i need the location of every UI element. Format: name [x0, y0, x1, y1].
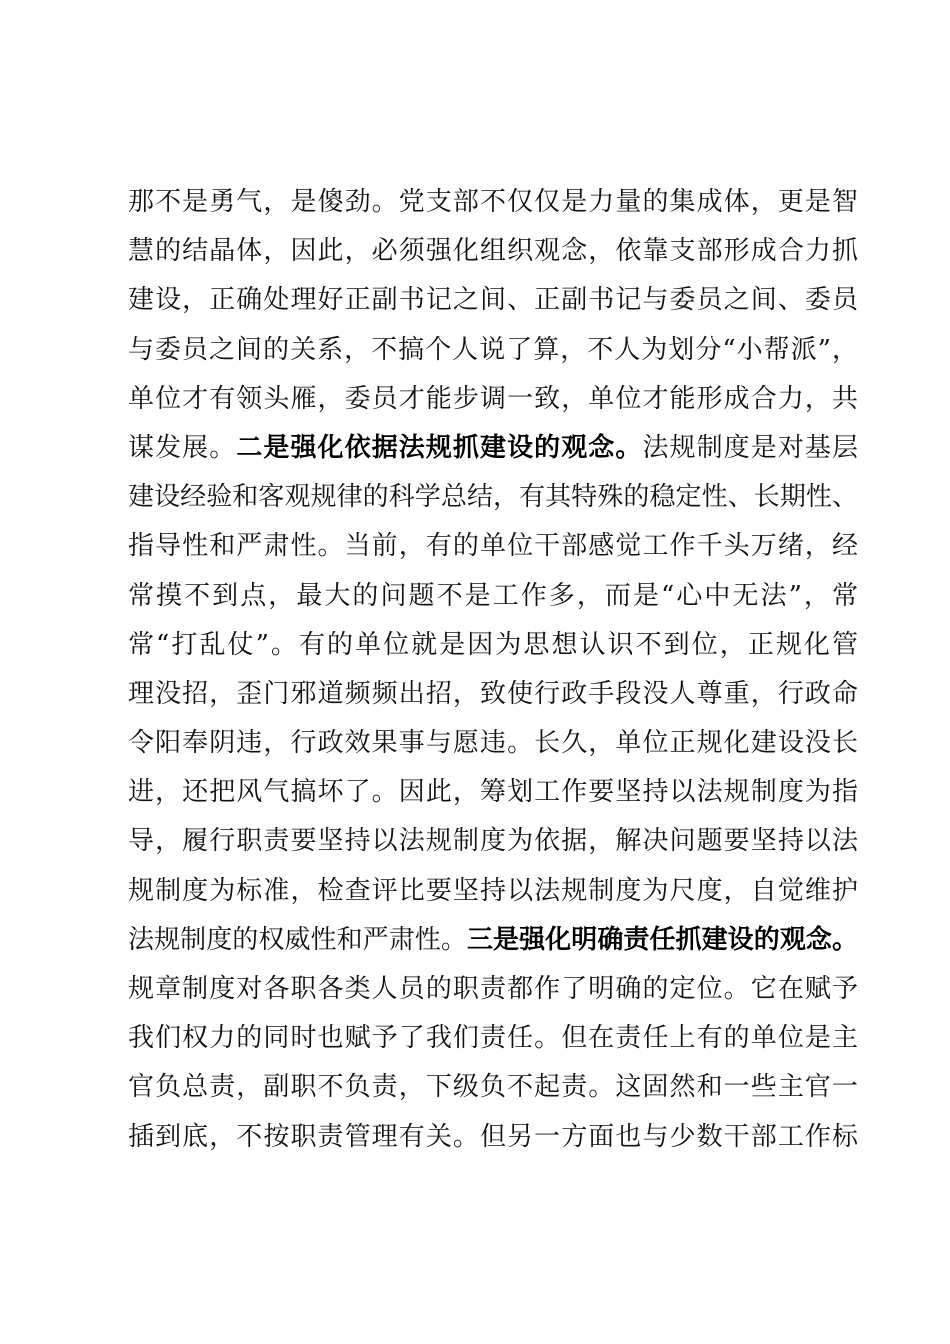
text-line: 建设，正确处理好正副书记之间、正副书记与委员之间、委员 [128, 285, 858, 316]
text-line: 慧的结晶体，因此，必须强化组织观念，依靠支部形成合力抓 [128, 236, 858, 267]
text-line: 理没招，歪门邪道频频出招，致使行政手段没人尊重，行政命 [128, 678, 858, 709]
section-heading-two: 二是强化依据法规抓建设的观念。 [236, 432, 643, 463]
text-line: 单位才有领头雁，委员才能步调一致，单位才能形成合力，共 [128, 383, 858, 414]
text-line: 与委员之间的关系，不搞个人说了算，不人为划分“小帮派”， [128, 334, 858, 365]
text-line: 那不是勇气，是傻劲。党支部不仅仅是力量的集成体，更是智 [128, 187, 858, 217]
text-line: 导，履行职责要坚持以法规制度为依据，解决问题要坚持以法 [128, 826, 858, 857]
text-line: 规制度为标准，检查评比要坚持以法规制度为尺度，自觉维护 [128, 875, 858, 906]
text-line: 常“打乱仗”。有的单位就是因为思想认识不到位，正规化管 [128, 629, 858, 660]
line-text: 法规制度是对基层 [642, 432, 858, 463]
line-text: 谋发展。 [128, 432, 237, 463]
text-line: 官负总责，副职不负责，下级负不起责。这固然和一些主官一 [128, 1072, 858, 1103]
text-line: 指导性和严肃性。当前，有的单位干部感觉工作千头万绪，经 [128, 531, 858, 562]
text-line-with-heading [128, 916, 858, 965]
body-text [128, 178, 858, 1162]
text-line: 规章制度对各职各类人员的职责都作了明确的定位。它在赋予 [128, 974, 858, 1004]
text-line: 进，还把风气搞坏了。因此，筹划工作要坚持以法规制度为指 [128, 777, 858, 808]
text-line-with-heading [128, 424, 858, 473]
section-heading-three: 三是强化明确责任抓建设的观念。 [466, 924, 858, 955]
text-line: 建设经验和客观规律的科学总结，有其特殊的稳定性、长期性、 [128, 482, 858, 513]
text-line: 插到底，不按职责管理有关。但另一方面也与少数干部工作标 [128, 1121, 858, 1152]
text-line: 常摸不到点，最大的问题不是工作多，而是“心中无法”，常 [128, 580, 858, 611]
text-line: 我们权力的同时也赋予了我们责任。但在责任上有的单位是主 [128, 1023, 858, 1054]
line-text: 法规制度的权威性和严肃性。 [128, 924, 467, 955]
text-line: 令阳奉阴违，行政效果事与愿违。长久，单位正规化建设没长 [128, 728, 858, 759]
